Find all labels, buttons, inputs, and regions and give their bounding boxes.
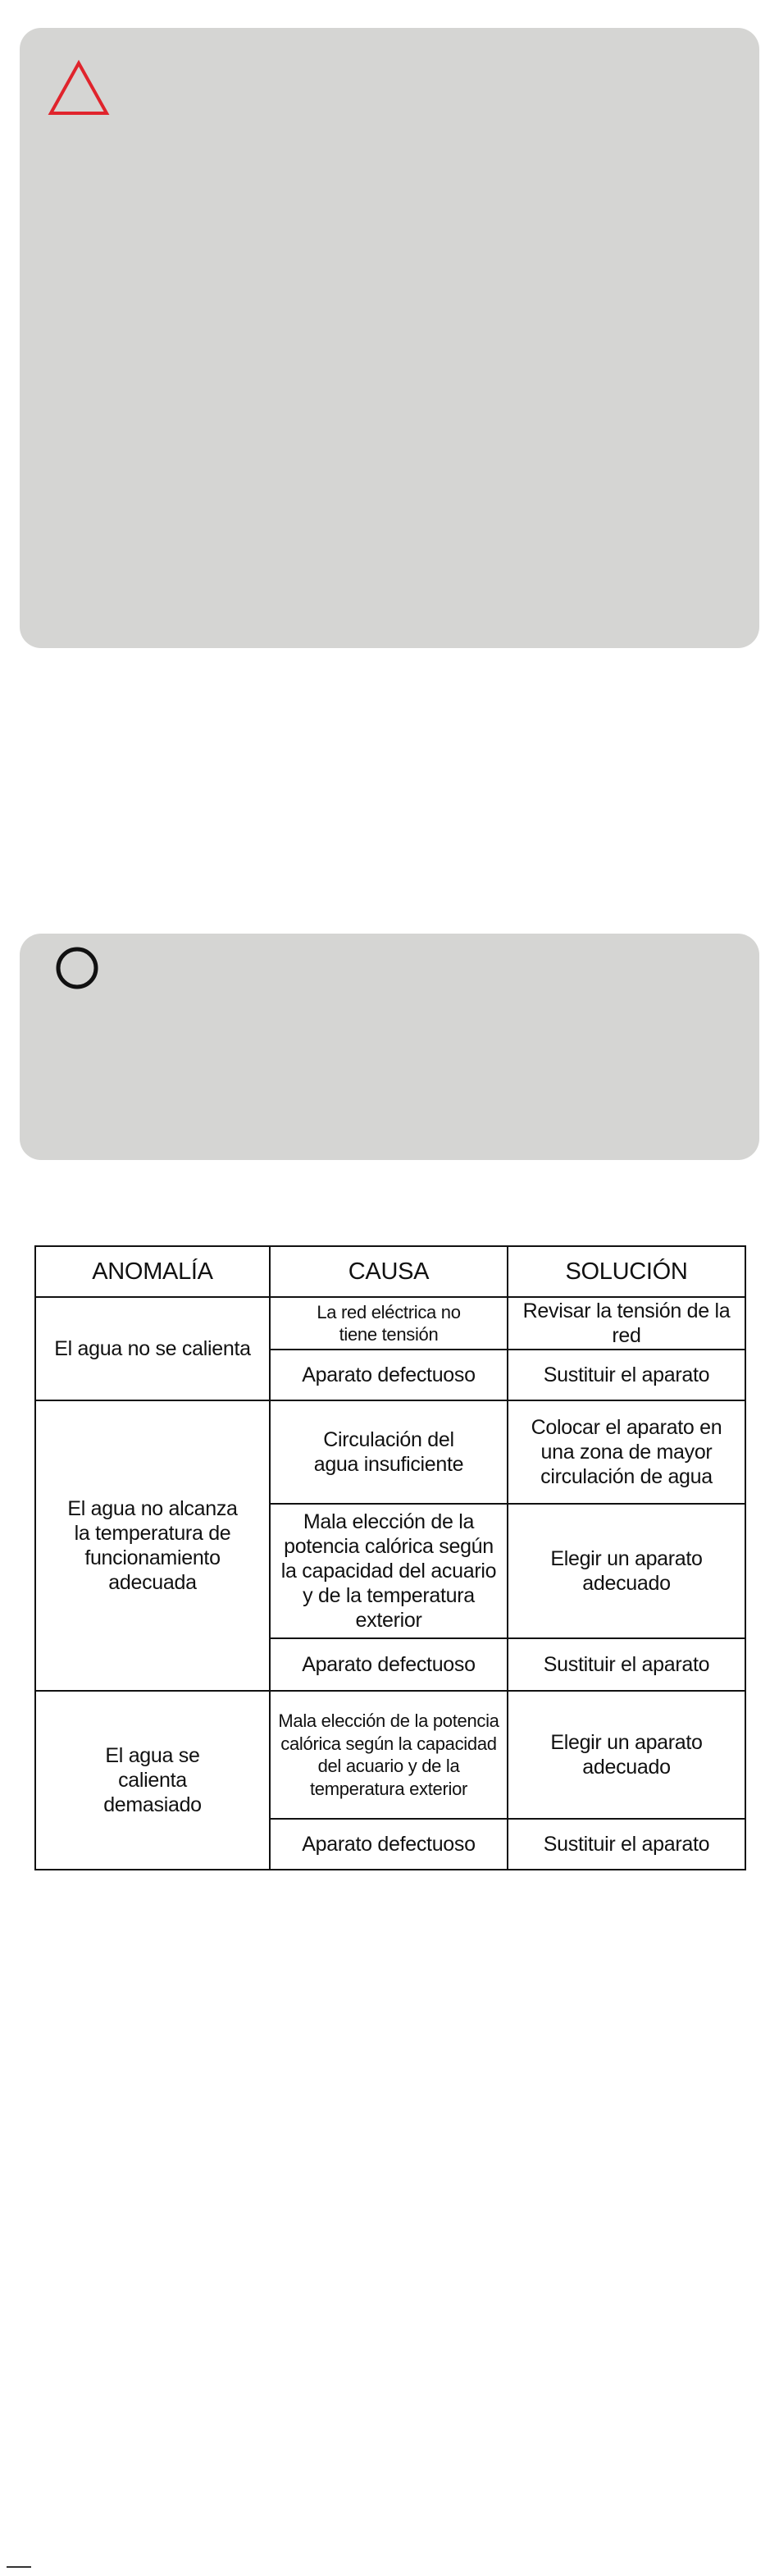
cause-cell: Aparato defectuoso	[270, 1638, 508, 1691]
warning-triangle-icon	[48, 59, 110, 116]
anomaly-cell: El agua se calienta demasiado	[35, 1691, 270, 1870]
header-solucion: SOLUCIÓN	[508, 1246, 745, 1297]
table-row	[35, 1297, 745, 1350]
cause-cell: Aparato defectuoso	[270, 1350, 508, 1400]
solution-cell: Sustituir el aparato	[508, 1819, 745, 1870]
cause-cell: Mala elección de la potencia calórica según la capacidad del acuario y de la temperatura exterior	[270, 1504, 508, 1638]
table-header-row	[35, 1246, 745, 1297]
footer-rule	[7, 2566, 31, 2568]
table-row	[35, 1691, 745, 1819]
note-panel	[20, 934, 759, 1160]
circle-icon	[54, 945, 100, 991]
solution-cell: Revisar la tensión de la red	[508, 1297, 745, 1350]
cause-cell: Circulación del agua insuficiente	[270, 1400, 508, 1504]
table-row	[35, 1400, 745, 1504]
solution-cell: Colocar el aparato en una zona de mayor circulación de agua	[508, 1400, 745, 1504]
cause-cell: Mala elección de la potencia calórica según la capacidad del acuario y de la temperatura exterior	[270, 1691, 508, 1819]
anomaly-cell: El agua no se calienta	[35, 1297, 270, 1400]
cause-cell: Aparato defectuoso	[270, 1819, 508, 1870]
solution-cell: Elegir un aparato adecuado	[508, 1504, 745, 1638]
cause-cell: La red eléctrica no tiene tensión	[270, 1297, 508, 1350]
anomaly-cell: El agua no alcanza la temperatura de funcionamiento adecuada	[35, 1400, 270, 1691]
header-causa: CAUSA	[270, 1246, 508, 1297]
warning-panel	[20, 28, 759, 648]
solution-cell: Sustituir el aparato	[508, 1638, 745, 1691]
solution-cell: Sustituir el aparato	[508, 1350, 745, 1400]
solution-cell: Elegir un aparato adecuado	[508, 1691, 745, 1819]
header-anomalia: ANOMALÍA	[35, 1246, 270, 1297]
troubleshooting-table	[34, 1245, 746, 1870]
